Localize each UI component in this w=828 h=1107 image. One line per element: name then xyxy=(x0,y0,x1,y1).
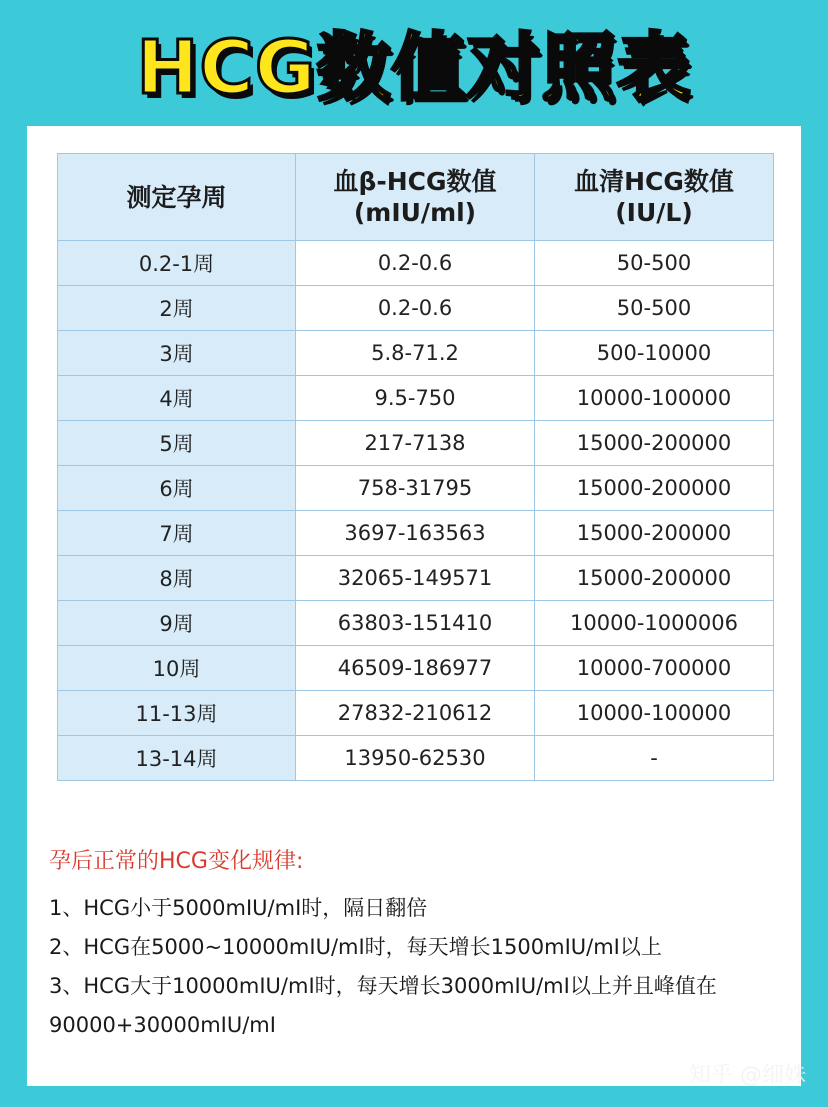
hcg-table xyxy=(57,153,774,781)
cell-serum: 15000-200000 xyxy=(535,556,774,601)
cell-beta: 63803-151410 xyxy=(296,601,535,646)
watermark: 知乎 @细姝 xyxy=(689,1063,806,1088)
cell-serum: - xyxy=(535,736,774,781)
header-serum-hcg-line1: 血清HCG数值 xyxy=(574,167,734,196)
header-beta-hcg-line2: (mIU/ml) xyxy=(353,198,477,227)
header-beta-hcg-line1: 血β-HCG数值 xyxy=(333,167,497,196)
cell-beta: 5.8-71.2 xyxy=(296,331,535,376)
table-row xyxy=(58,376,774,421)
cell-serum: 10000-700000 xyxy=(535,646,774,691)
cell-beta: 32065-149571 xyxy=(296,556,535,601)
cell-beta: 13950-62530 xyxy=(296,736,535,781)
header-serum-hcg-line2: (IU/L) xyxy=(615,198,693,227)
cell-week: 6周 xyxy=(58,466,296,511)
cell-beta: 46509-186977 xyxy=(296,646,535,691)
cell-serum: 15000-200000 xyxy=(535,511,774,556)
table-row xyxy=(58,646,774,691)
cell-week: 10周 xyxy=(58,646,296,691)
cell-beta: 758-31795 xyxy=(296,466,535,511)
cell-week: 2周 xyxy=(58,286,296,331)
table-header-row xyxy=(58,154,774,241)
cell-serum: 10000-100000 xyxy=(535,691,774,736)
rule-item: 1、HCG小于5000mIU/mI时，隔日翻倍 xyxy=(49,896,428,920)
cell-beta: 0.2-0.6 xyxy=(296,286,535,331)
cell-week: 13-14周 xyxy=(58,736,296,781)
cell-week: 11-13周 xyxy=(58,691,296,736)
cell-beta: 3697-163563 xyxy=(296,511,535,556)
table-row xyxy=(58,241,774,286)
cell-serum: 15000-200000 xyxy=(535,421,774,466)
cell-beta: 9.5-750 xyxy=(296,376,535,421)
table-row xyxy=(58,691,774,736)
cell-serum: 50-500 xyxy=(535,241,774,286)
rule-item: 3、HCG大于10000mIU/mI时，每天增长3000mIU/mI以上并且峰值在90000+30000mIU/mI xyxy=(49,974,717,1037)
cell-serum: 15000-200000 xyxy=(535,466,774,511)
cell-week: 3周 xyxy=(58,331,296,376)
table-row xyxy=(58,331,774,376)
header-week: 测定孕周 xyxy=(58,154,296,241)
cell-serum: 500-10000 xyxy=(535,331,774,376)
header-beta-hcg xyxy=(296,154,535,241)
cell-week: 4周 xyxy=(58,376,296,421)
table-row xyxy=(58,286,774,331)
cell-beta: 0.2-0.6 xyxy=(296,241,535,286)
content-card xyxy=(27,126,801,1086)
cell-serum: 10000-100000 xyxy=(535,376,774,421)
cell-beta: 217-7138 xyxy=(296,421,535,466)
cell-week: 8周 xyxy=(58,556,296,601)
cell-beta: 27832-210612 xyxy=(296,691,535,736)
table-row xyxy=(58,736,774,781)
cell-week: 0.2-1周 xyxy=(58,241,296,286)
cell-week: 7周 xyxy=(58,511,296,556)
rule-item: 2、HCG在5000~10000mIU/mI时，每天增长1500mIU/mI以上 xyxy=(49,935,662,959)
header-serum-hcg xyxy=(535,154,774,241)
cell-serum: 10000-1000006 xyxy=(535,601,774,646)
table-row xyxy=(58,556,774,601)
cell-serum: 50-500 xyxy=(535,286,774,331)
page-title: HCG数值对照表 xyxy=(136,25,692,111)
cell-week: 9周 xyxy=(58,601,296,646)
table-row xyxy=(58,466,774,511)
table-row xyxy=(58,511,774,556)
rules-title: 孕后正常的HCG变化规律: xyxy=(49,849,304,874)
cell-week: 5周 xyxy=(58,421,296,466)
table-row xyxy=(58,421,774,466)
table-row xyxy=(58,601,774,646)
